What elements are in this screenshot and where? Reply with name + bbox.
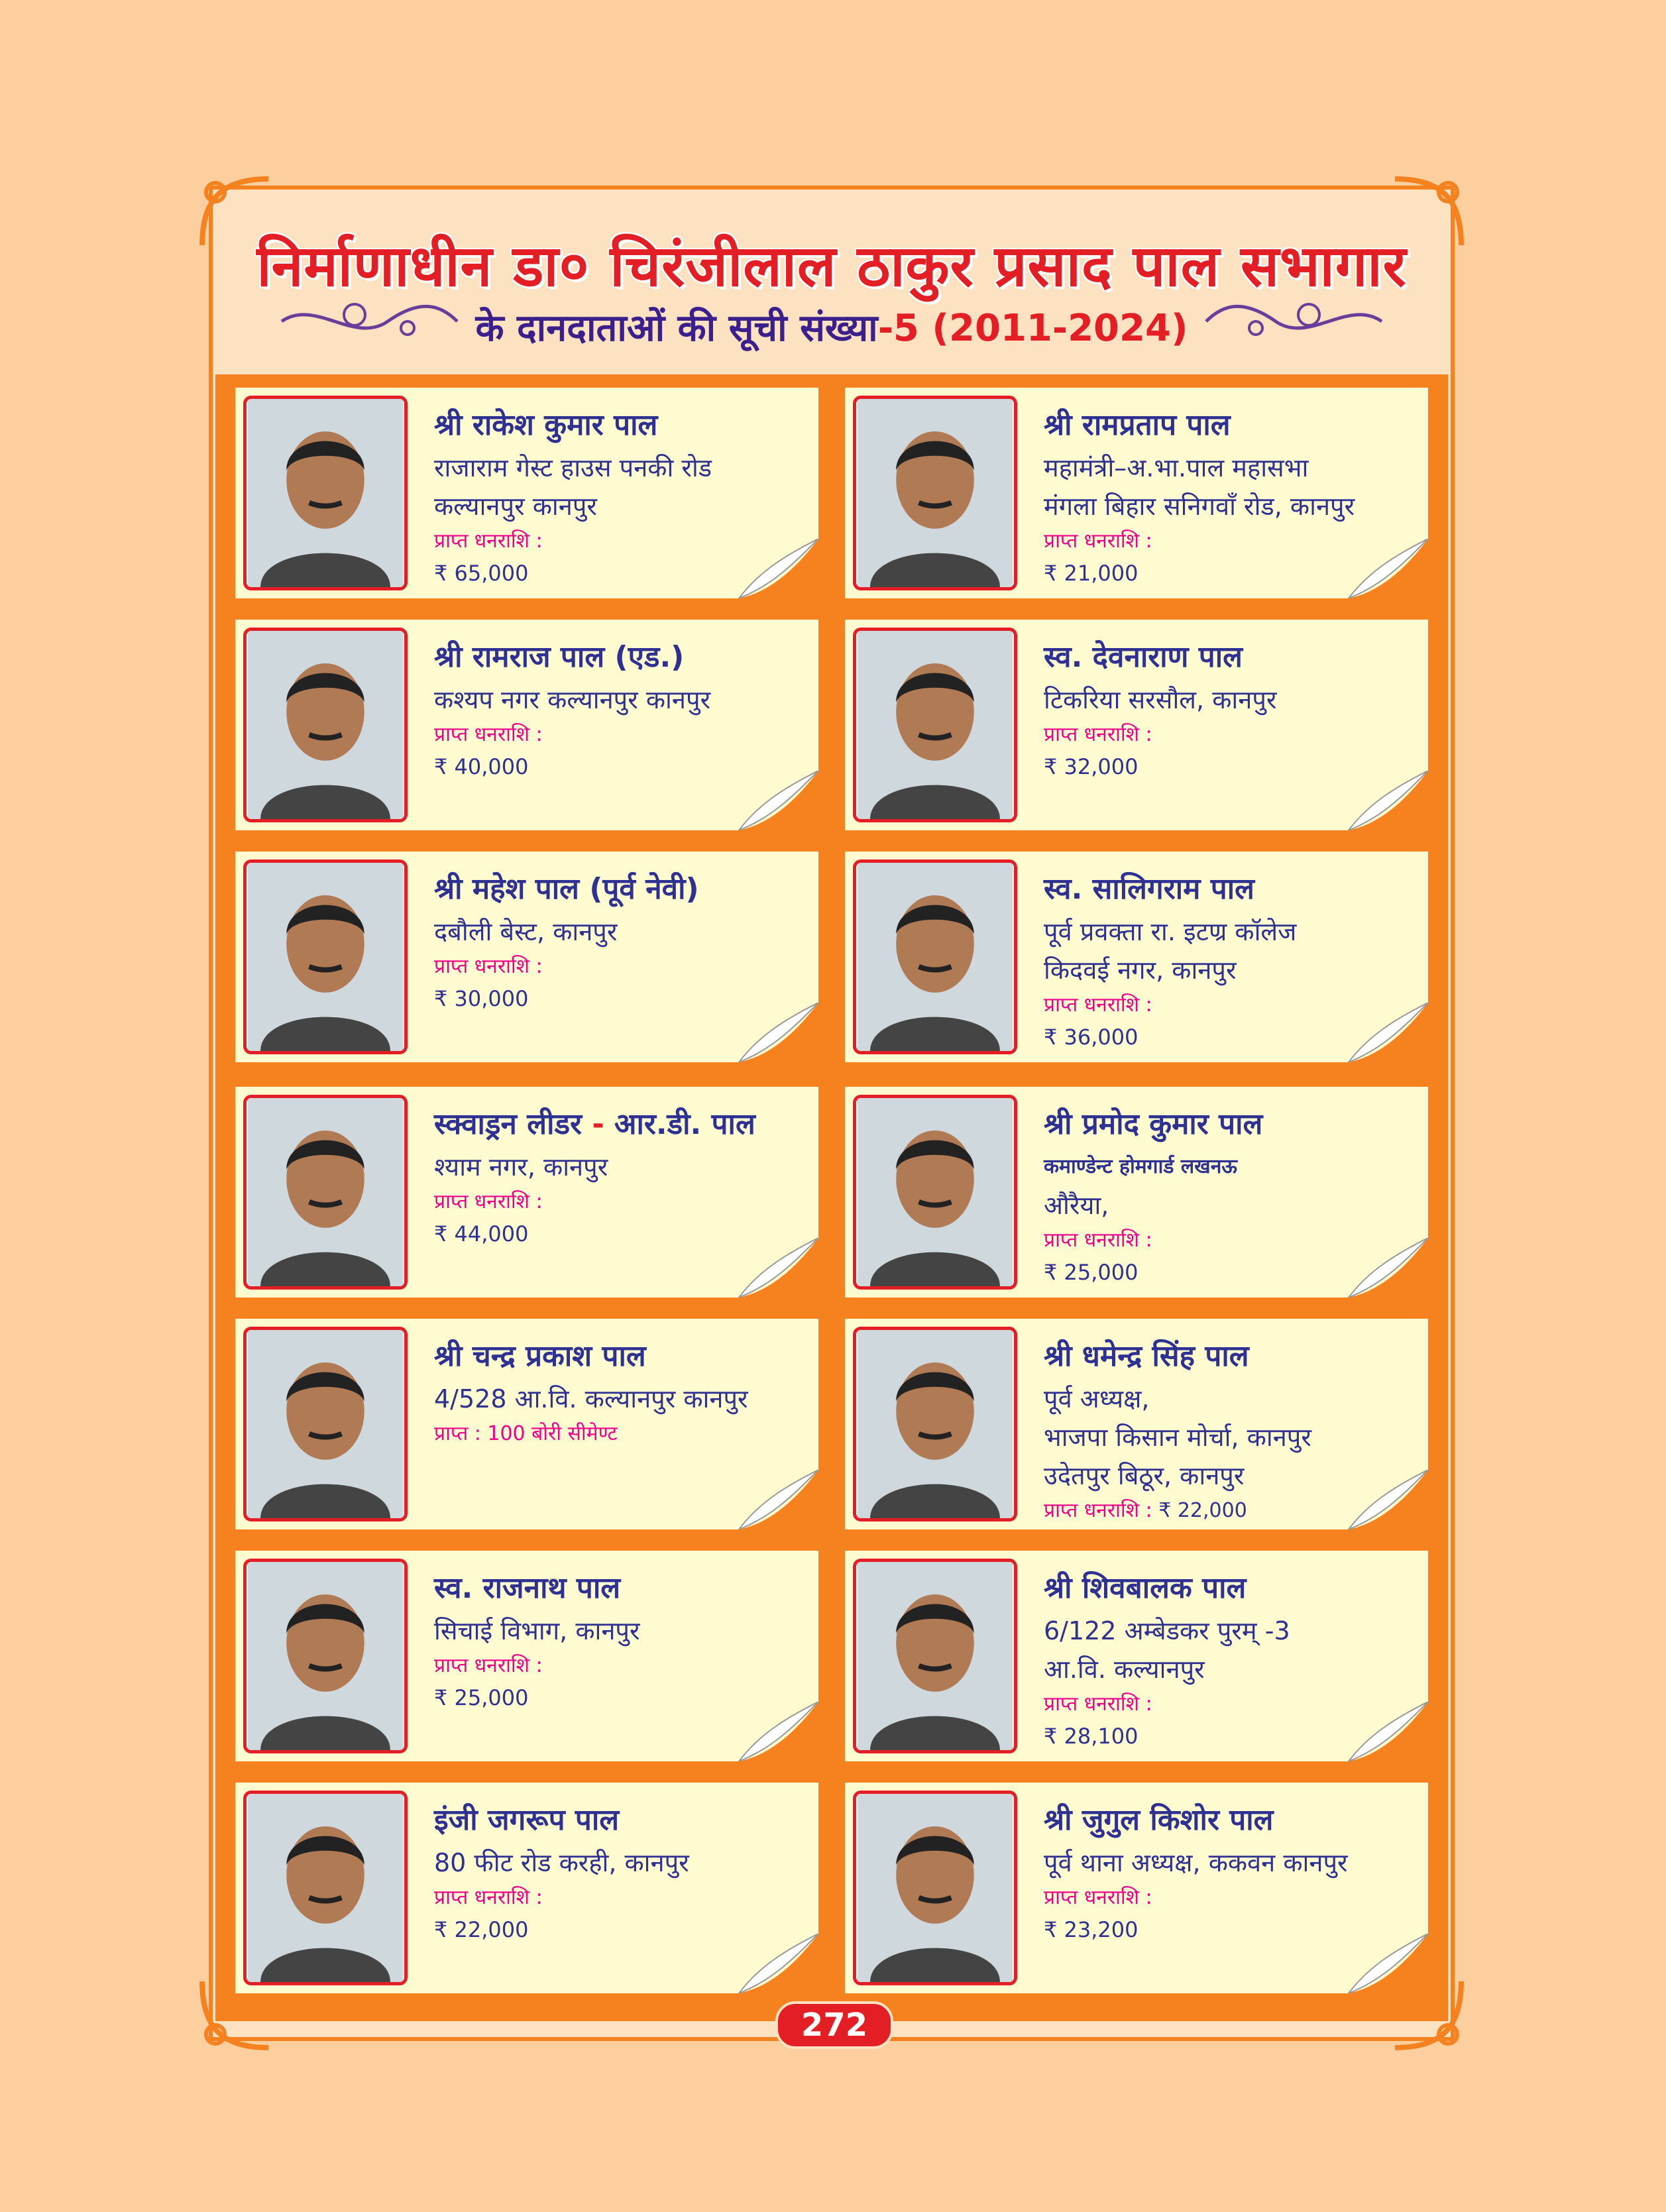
page-curl-icon [1322, 1238, 1428, 1298]
donor-info [434, 867, 812, 1015]
donation-label: प्राप्त धनराशि : [1044, 723, 1152, 746]
page-curl-icon [1322, 1003, 1428, 1062]
person-portrait-icon [856, 631, 1014, 819]
donor-address-line: औरैया, [1044, 1191, 1109, 1220]
donor-address-line: टिकरिया सरसौल, कानपुर [1044, 685, 1277, 714]
donor-name: स्व. राजनाथ पाल [434, 1571, 621, 1605]
donation-label: प्राप्त : 100 बोरी सीमेण्ट [434, 1422, 618, 1445]
donor-name: श्री धमेन्द्र सिंह पाल [1044, 1339, 1249, 1373]
donor-info [434, 636, 812, 783]
donor-photo [243, 396, 408, 590]
donation-label: प्राप्त धनराशि : [1044, 1692, 1152, 1716]
donor-card [845, 1319, 1428, 1529]
donation-label: प्राप्त धनराशि : [1044, 993, 1152, 1017]
donation-label: प्राप्त धनराशि : [434, 1654, 543, 1677]
donor-photo [243, 1327, 408, 1521]
person-portrait-icon [856, 1562, 1014, 1750]
page-curl-icon [712, 539, 818, 598]
donor-info [434, 1567, 812, 1714]
donation-amount: ₹ 21,000 [1044, 561, 1138, 586]
page-curl-icon [712, 1934, 818, 1993]
donor-address-line: राजाराम गेस्ट हाउस पनकी रोड [434, 453, 712, 482]
donation-label: प्राप्त धनराशि : [1044, 1229, 1152, 1252]
page-curl-icon [1322, 1702, 1428, 1761]
donation-label: प्राप्त धनराशि : [434, 529, 543, 553]
donor-name [434, 1103, 812, 1142]
page-curl-icon [712, 771, 818, 830]
page-curl-icon [712, 1470, 818, 1529]
donor-address-line: मंगला बिहार सनिगवाँ रोड, कानपुर [1044, 492, 1355, 521]
donation-amount: ₹ 22,000 [434, 1917, 529, 1942]
donor-photo [243, 1559, 408, 1753]
donor-card [235, 1783, 818, 1993]
donor-designation: कमाण्डेन्ट होमगार्ड लखनऊ [1044, 1155, 1237, 1178]
donation-amount: ₹ 25,000 [434, 1685, 529, 1710]
donor-photo [853, 1095, 1017, 1290]
donation-amount: ₹ 30,000 [434, 986, 529, 1011]
donor-address-line: दबौली बेस्ट, कानपुर [434, 917, 618, 946]
donation-amount: ₹ 28,100 [1044, 1724, 1138, 1749]
donor-info [1044, 636, 1421, 783]
donor-address-line: पूर्व थाना अध्यक्ष, ककवन कानपुर [1044, 1848, 1348, 1877]
donor-name: श्री प्रमोद कुमार पाल [1044, 1107, 1263, 1141]
donation-amount: ₹ 22,000 [1158, 1499, 1247, 1522]
donor-name-part: आर.डी. पाल [614, 1107, 755, 1141]
subtitle-number: -5 (2011-2024) [877, 307, 1188, 350]
page-number: 272 [775, 2001, 893, 2049]
donor-card [235, 620, 818, 830]
donor-photo [243, 859, 408, 1054]
donor-card [235, 1087, 818, 1298]
donor-name: श्री महेश पाल (पूर्व नेवी) [434, 872, 699, 906]
donor-address-line: 4/528 आ.वि. कल्यानपुर कानपुर [434, 1384, 748, 1413]
donor-photo [853, 859, 1017, 1054]
donor-card [845, 388, 1428, 598]
donation-amount: ₹ 40,000 [434, 754, 529, 779]
donor-photo [853, 1559, 1017, 1753]
donor-card [235, 1319, 818, 1529]
page-curl-icon [712, 1238, 818, 1298]
donation-amount: ₹ 36,000 [1044, 1024, 1138, 1050]
donor-info [434, 1335, 812, 1450]
page-curl-icon [712, 1702, 818, 1761]
page-curl-icon [1322, 1934, 1428, 1993]
donor-address-line: किदवई नगर, कानपुर [1044, 956, 1237, 985]
donor-address-line: महामंत्री–अ.भा.पाल महासभा [1044, 453, 1309, 482]
page-curl-icon [1322, 771, 1428, 830]
page [209, 186, 1455, 2044]
donation-label: प्राप्त धनराशि : [434, 1886, 543, 1909]
page-curl-icon [1322, 1470, 1428, 1529]
page-subtitle [209, 302, 1455, 352]
donor-photo [853, 628, 1017, 822]
person-portrait-icon [856, 863, 1014, 1051]
person-portrait-icon [247, 1794, 404, 1982]
donor-name: श्री चन्द्र प्रकाश पाल [434, 1339, 646, 1373]
donor-card [845, 1087, 1428, 1298]
donation-label: प्राप्त धनराशि : [434, 1190, 543, 1213]
donor-photo [853, 396, 1017, 590]
donor-address-line: 6/122 अम्बेडकर पुरम् -3 [1044, 1616, 1290, 1645]
donor-address-line: भाजपा किसान मोर्चा, कानपुर [1044, 1423, 1311, 1452]
donor-address-line: पूर्व अध्यक्ष, [1044, 1384, 1150, 1413]
donor-photo [853, 1791, 1017, 1985]
person-portrait-icon [247, 631, 404, 819]
donor-card [235, 1551, 818, 1761]
donation-amount: ₹ 25,000 [1044, 1260, 1138, 1285]
donor-card [845, 1551, 1428, 1761]
donor-address-line: आ.वि. कल्यानपुर [1044, 1655, 1205, 1684]
donor-info [434, 1798, 812, 1946]
page-curl-icon [712, 1003, 818, 1062]
page-title: निर्माणाधीन डा० चिरंजीलाल ठाकुर प्रसाद पाल सभागार [256, 233, 1407, 300]
person-portrait-icon [247, 1330, 404, 1518]
donor-info [434, 1103, 812, 1250]
page-curl-icon [1322, 539, 1428, 598]
person-portrait-icon [856, 1330, 1014, 1518]
donor-name: श्री राकेश कुमार पाल [434, 408, 658, 442]
donor-card [845, 852, 1428, 1062]
person-portrait-icon [856, 1098, 1014, 1286]
person-portrait-icon [247, 1562, 404, 1750]
donor-name-part: स्क्वाड्रन लीडर [434, 1107, 582, 1141]
donor-name: स्व. देवनाराण पाल [1044, 640, 1243, 674]
donor-address-line: पूर्व प्रवक्ता रा. इटण्र कॉलेज [1044, 917, 1297, 946]
donation-label: प्राप्त धनराशि : [1044, 1499, 1159, 1522]
donor-address-line: कल्यानपुर कानपुर [434, 492, 597, 521]
person-portrait-icon [856, 399, 1014, 587]
subtitle-text: के दानदाताओं की सूची संख्या [475, 307, 878, 350]
person-portrait-icon [856, 1794, 1014, 1982]
donor-card [235, 388, 818, 598]
donation-label: प्राप्त धनराशि : [1044, 1886, 1152, 1909]
person-portrait-icon [247, 863, 404, 1051]
donor-address-line: उदेतपुर बिठूर, कानपुर [1044, 1461, 1245, 1490]
donation-label: प्राप्त धनराशि : [434, 723, 543, 746]
donor-photo [243, 628, 408, 822]
donation-label: प्राप्त धनराशि : [434, 955, 543, 978]
donor-card [845, 1783, 1428, 1993]
person-portrait-icon [247, 399, 404, 587]
frame-right [1451, 186, 1455, 2041]
donor-name: श्री जुगुल किशोर पाल [1044, 1803, 1274, 1837]
donor-name: स्व. सालिगराम पाल [1044, 872, 1254, 906]
donor-info [1044, 1798, 1421, 1946]
donor-address-line: श्याम नगर, कानपुर [434, 1152, 608, 1182]
donor-name-separator: - [582, 1107, 614, 1141]
person-portrait-icon [247, 1098, 404, 1286]
donor-name: श्री रामप्रताप पाल [1044, 408, 1231, 442]
frame-top [209, 186, 1455, 190]
donation-label: प्राप्त धनराशि : [1044, 529, 1152, 553]
donation-amount: ₹ 44,000 [434, 1221, 529, 1246]
donor-photo [853, 1327, 1017, 1521]
donation-amount: ₹ 32,000 [1044, 754, 1138, 779]
donor-name: श्री शिवबालक पाल [1044, 1571, 1247, 1605]
donor-name: इंजी जगरूप पाल [434, 1803, 620, 1837]
donor-address-line: सिचाई विभाग, कानपुर [434, 1616, 640, 1645]
donor-photo [243, 1791, 408, 1985]
donor-address-line: कश्यप नगर कल्यानपुर कानपुर [434, 685, 711, 714]
donor-card [845, 620, 1428, 830]
donation-amount: ₹ 23,200 [1044, 1917, 1138, 1942]
donation-amount: ₹ 65,000 [434, 561, 529, 586]
donor-card [235, 852, 818, 1062]
donor-photo [243, 1095, 408, 1290]
donor-name: श्री रामराज पाल (एड.) [434, 640, 685, 674]
donor-address-line: 80 फीट रोड करही, कानपुर [434, 1848, 689, 1877]
frame-left [209, 186, 213, 2041]
